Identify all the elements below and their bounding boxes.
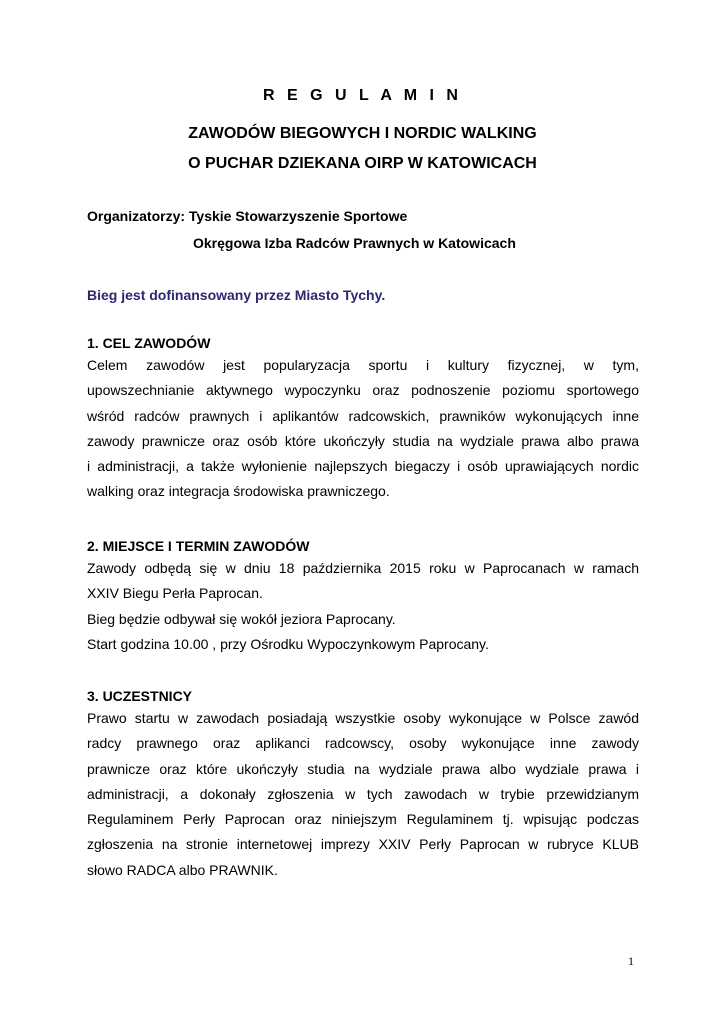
funding-note: Bieg jest dofinansowany przez Miasto Tychy. — [87, 287, 386, 303]
section-body — [87, 706, 639, 883]
section-heading: 2. MIEJSCE I TERMIN ZAWODÓW — [87, 538, 310, 554]
paragraph-line: Bieg będzie odbywał się wokół jeziora Paprocany. — [87, 610, 396, 627]
document-title: R E G U L A M I N — [263, 87, 462, 104]
paragraph-line: zawody prawnicze oraz osób które ukończyły studia na wydziale prawa albo prawa — [87, 432, 639, 449]
paragraph-line: administracji, a dokonały zgłoszenia w tych zawodach w trybie przewidzianym — [87, 785, 639, 802]
section-miejsce-i-termin — [87, 537, 639, 657]
paragraph-line: walking oraz integracja środowiska prawniczego. — [87, 483, 390, 500]
section-uczestnicy — [87, 687, 639, 883]
paragraph-line: radcy prawnego oraz aplikanci radcowscy, osoby wykonujące inne zawody — [87, 735, 639, 752]
paragraph-line: Regulaminem Perły Paprocan oraz niniejszym Regulaminem tj. wpisując podczas — [87, 811, 639, 828]
paragraph-line: Celem zawodów jest popularyzacja sportu i kultury fizycznej, w tym, — [87, 357, 639, 373]
organizers-line-2: Okręgowa Izba Radców Prawnych w Katowicach — [193, 235, 516, 251]
paragraph-line: Prawo startu w zawodach posiadają wszystkie osoby wykonujące w Polsce zawód — [87, 710, 639, 726]
section-cel-zawodow — [87, 334, 639, 505]
paragraph-line: XXIV Biegu Perła Paprocan. — [87, 585, 263, 602]
paragraph-line: Zawody odbędą się w dniu 18 października 2015 roku w Paprocanach w ramach — [87, 560, 639, 576]
document-subtitle-line-2: O PUCHAR DZIEKANA OIRP W KATOWICACH — [188, 155, 537, 172]
section-body — [87, 353, 639, 505]
paragraph-line: Start godzina 10.00 , przy Ośrodku Wypoczynkowym Paprocany. — [87, 635, 489, 652]
paragraph-line: prawnicze oraz które ukończyły studia na wydziale prawa albo wydziale prawa i — [87, 760, 639, 777]
paragraph-line: słowo RADCA albo PRAWNIK. — [87, 861, 278, 878]
paragraph-line: upowszechnianie aktywnego wypoczynku oraz podnoszenie poziomu sportowego — [87, 382, 639, 399]
section-body — [87, 556, 639, 657]
paragraph-line: i administracji, a także wyłonienie najlepszych biegaczy i osób uprawiających nordic — [87, 458, 639, 475]
document-subtitle-line-1: ZAWODÓW BIEGOWYCH I NORDIC WALKING — [188, 125, 537, 142]
paragraph-line: zgłoszenia na stronie internetowej imprezy XXIV Perły Paprocan w rubryce KLUB — [87, 836, 639, 853]
section-heading: 3. UCZESTNICY — [87, 688, 193, 704]
paragraph-line: wśród radców prawnych i aplikantów radcowskich, prawników wykonujących inne — [87, 407, 639, 424]
section-heading: 1. CEL ZAWODÓW — [87, 335, 211, 351]
organizers-line-1: Organizatorzy: Tyskie Stowarzyszenie Sportowe — [87, 208, 408, 224]
page-number: 1 — [628, 954, 634, 968]
